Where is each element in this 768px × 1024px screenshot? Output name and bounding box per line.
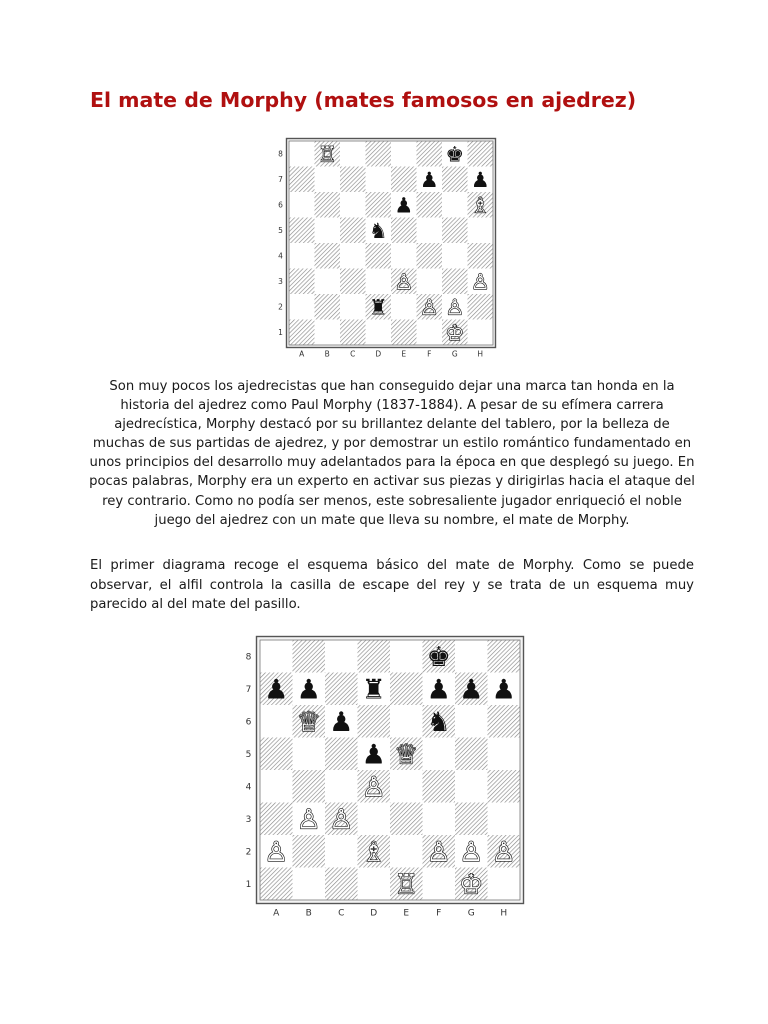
board-square: [468, 218, 494, 244]
board-square: [468, 320, 494, 346]
board-square: [315, 192, 341, 218]
board-square: [358, 640, 391, 673]
rank-label: 1: [245, 879, 252, 890]
rank-label: 3: [278, 276, 283, 286]
board-square: [488, 640, 521, 673]
black-rook-icon: ♜: [361, 674, 386, 706]
white-pawn-icon: ♙: [419, 295, 439, 320]
board-square: [390, 803, 423, 836]
board-square: [340, 141, 366, 167]
board-square: [293, 640, 326, 673]
board-square: [293, 835, 326, 868]
white-rook-icon: ♖: [317, 142, 337, 167]
white-pawn-icon: ♙: [394, 269, 414, 294]
board-square: [488, 770, 521, 803]
board-square: [417, 243, 443, 269]
black-pawn-icon: ♟: [470, 167, 490, 192]
board-square: [325, 640, 358, 673]
board-square: [293, 738, 326, 771]
white-pawn-icon: ♙: [296, 804, 321, 836]
file-label: E: [401, 349, 407, 359]
board-square: [366, 243, 392, 269]
board-square: [325, 673, 358, 706]
board-square: [366, 167, 392, 193]
file-label: B: [305, 908, 312, 919]
file-label: D: [375, 349, 382, 359]
board-square: [390, 835, 423, 868]
board-square: [340, 167, 366, 193]
file-label: F: [427, 349, 432, 359]
board-square: [289, 218, 315, 244]
board-square: [289, 192, 315, 218]
board-square: [325, 868, 358, 901]
board-square: [488, 868, 521, 901]
white-bishop-icon: ♗: [470, 193, 490, 218]
board-square: [455, 770, 488, 803]
board-square: [423, 738, 456, 771]
board-square: [423, 803, 456, 836]
rank-label: 5: [278, 225, 283, 235]
board-square: [260, 868, 293, 901]
board-square: [442, 269, 468, 295]
board-square: [442, 192, 468, 218]
rank-label: 6: [278, 200, 283, 210]
white-rook-icon: ♖: [394, 869, 419, 901]
chess-board-svg: [244, 630, 532, 930]
board-square: [325, 738, 358, 771]
board-square: [340, 320, 366, 346]
board-square: [293, 868, 326, 901]
board-square: [391, 218, 417, 244]
board-square: [289, 243, 315, 269]
file-label: H: [477, 349, 484, 359]
board-square: [325, 835, 358, 868]
board-square: [417, 141, 443, 167]
black-pawn-icon: ♟: [491, 674, 516, 706]
file-label: A: [299, 349, 305, 359]
file-label: E: [403, 908, 410, 919]
board-square: [390, 673, 423, 706]
board-square: [417, 269, 443, 295]
board-square: [260, 705, 293, 738]
rank-label: 8: [278, 149, 283, 159]
board-square: [315, 294, 341, 320]
board-square: [358, 803, 391, 836]
rank-label: 7: [278, 174, 283, 184]
board-square: [315, 320, 341, 346]
board-square: [260, 738, 293, 771]
board-square: [340, 218, 366, 244]
white-pawn-icon: ♙: [459, 836, 484, 868]
board-square: [391, 167, 417, 193]
rank-label: 5: [245, 749, 252, 760]
board-square: [391, 320, 417, 346]
white-pawn-icon: ♙: [445, 295, 465, 320]
board-square: [289, 141, 315, 167]
black-pawn-icon: ♟: [419, 167, 439, 192]
board-square: [417, 218, 443, 244]
rank-label: 2: [245, 847, 252, 858]
white-pawn-icon: ♙: [264, 836, 289, 868]
board-square: [340, 294, 366, 320]
board-square: [366, 141, 392, 167]
rank-label: 4: [278, 251, 283, 261]
rank-label: 2: [278, 302, 283, 312]
board-square: [455, 738, 488, 771]
board-square: [315, 218, 341, 244]
board-square: [391, 141, 417, 167]
board-square: [488, 705, 521, 738]
board-square: [390, 705, 423, 738]
white-pawn-icon: ♙: [361, 771, 386, 803]
white-pawn-icon: ♙: [426, 836, 451, 868]
board-square: [488, 803, 521, 836]
board-square: [455, 640, 488, 673]
board-square: [455, 705, 488, 738]
board-square: [390, 770, 423, 803]
board-square: [391, 294, 417, 320]
board-square: [442, 243, 468, 269]
white-pawn-icon: ♙: [491, 836, 516, 868]
board-square: [366, 192, 392, 218]
board-square: [289, 320, 315, 346]
black-knight-icon: ♞: [368, 218, 388, 243]
board-square: [340, 192, 366, 218]
file-label: C: [338, 908, 345, 919]
document-title: El mate de Morphy (mates famosos en ajedrez): [90, 88, 637, 112]
board-square: [358, 868, 391, 901]
white-bishop-icon: ♗: [361, 836, 386, 868]
board-square: [488, 738, 521, 771]
black-king-icon: ♚: [426, 641, 451, 673]
white-pawn-icon: ♙: [470, 269, 490, 294]
board-square: [423, 770, 456, 803]
board-square: [289, 269, 315, 295]
board-square: [289, 294, 315, 320]
board-square: [417, 192, 443, 218]
file-label: B: [324, 349, 330, 359]
board-square: [315, 269, 341, 295]
rank-label: 1: [278, 327, 283, 337]
board-square: [455, 803, 488, 836]
file-label: C: [350, 349, 356, 359]
board-square: [293, 770, 326, 803]
file-label: F: [436, 908, 442, 919]
board-square: [315, 167, 341, 193]
rank-label: 7: [245, 684, 252, 695]
board-square: [390, 640, 423, 673]
board-square: [442, 218, 468, 244]
white-king-icon: ♔: [445, 320, 465, 345]
black-pawn-icon: ♟: [426, 674, 451, 706]
file-label: D: [370, 908, 378, 919]
chess-diagram-1: [276, 134, 504, 370]
chess-diagram-2: [244, 630, 532, 930]
board-square: [325, 770, 358, 803]
black-pawn-icon: ♟: [329, 706, 354, 738]
white-queen-icon: ♕: [394, 739, 419, 771]
rank-label: 6: [245, 717, 252, 728]
board-square: [423, 868, 456, 901]
board-square: [260, 770, 293, 803]
board-square: [417, 320, 443, 346]
black-pawn-icon: ♟: [264, 674, 289, 706]
black-pawn-icon: ♟: [361, 739, 386, 771]
board-square: [442, 167, 468, 193]
white-pawn-icon: ♙: [329, 804, 354, 836]
second-paragraph: El primer diagrama recoge el esquema básico del mate de Morphy. Como se puede observar, el alfil controla la casilla de escape del rey y se trata de un esquema muy parecido al del mate del pasillo.: [90, 558, 694, 612]
rank-label: 3: [245, 814, 252, 825]
intro-paragraph: Son muy pocos los ajedrecistas que han conseguido dejar una marca tan honda en la historia del ajedrez como Paul Morphy (1837-1884). A pesar de su efímera carrera ajedrecística, Morphy destacó por su brillantez delante del tablero, por la belleza de muchas de sus partidas de ajedrez, y por demostrar un estilo romántico fundamentado en unos principios del desarrollo muy adelantados para la época en que desplegó su juego. En pocas palabras, Morphy era un experto en activar sus piezas y dirigirlas hacia el ataque del rey contrario. Como no podía ser menos, este sobresaliente jugador enriqueció el noble juego del ajedrez con un mate que lleva su nombre, el mate de Morphy.: [89, 379, 695, 528]
black-rook-icon: ♜: [368, 295, 388, 320]
board-square: [340, 243, 366, 269]
board-square: [468, 243, 494, 269]
board-square: [358, 705, 391, 738]
rank-label: 4: [245, 782, 252, 793]
board-square: [315, 243, 341, 269]
board-square: [289, 167, 315, 193]
chess-board-svg: [276, 134, 504, 370]
file-label: G: [467, 908, 475, 919]
black-pawn-icon: ♟: [394, 193, 414, 218]
board-square: [260, 803, 293, 836]
black-king-icon: ♚: [445, 142, 465, 167]
black-pawn-icon: ♟: [296, 674, 321, 706]
board-square: [468, 294, 494, 320]
board-square: [468, 141, 494, 167]
white-queen-icon: ♕: [296, 706, 321, 738]
black-knight-icon: ♞: [426, 706, 451, 738]
board-square: [391, 243, 417, 269]
file-label: H: [500, 908, 508, 919]
board-square: [366, 320, 392, 346]
white-king-icon: ♔: [459, 869, 484, 901]
file-label: G: [451, 349, 458, 359]
board-square: [260, 640, 293, 673]
rank-label: 8: [245, 652, 252, 663]
file-label: A: [273, 908, 280, 919]
board-square: [366, 269, 392, 295]
board-square: [340, 269, 366, 295]
black-pawn-icon: ♟: [459, 674, 484, 706]
